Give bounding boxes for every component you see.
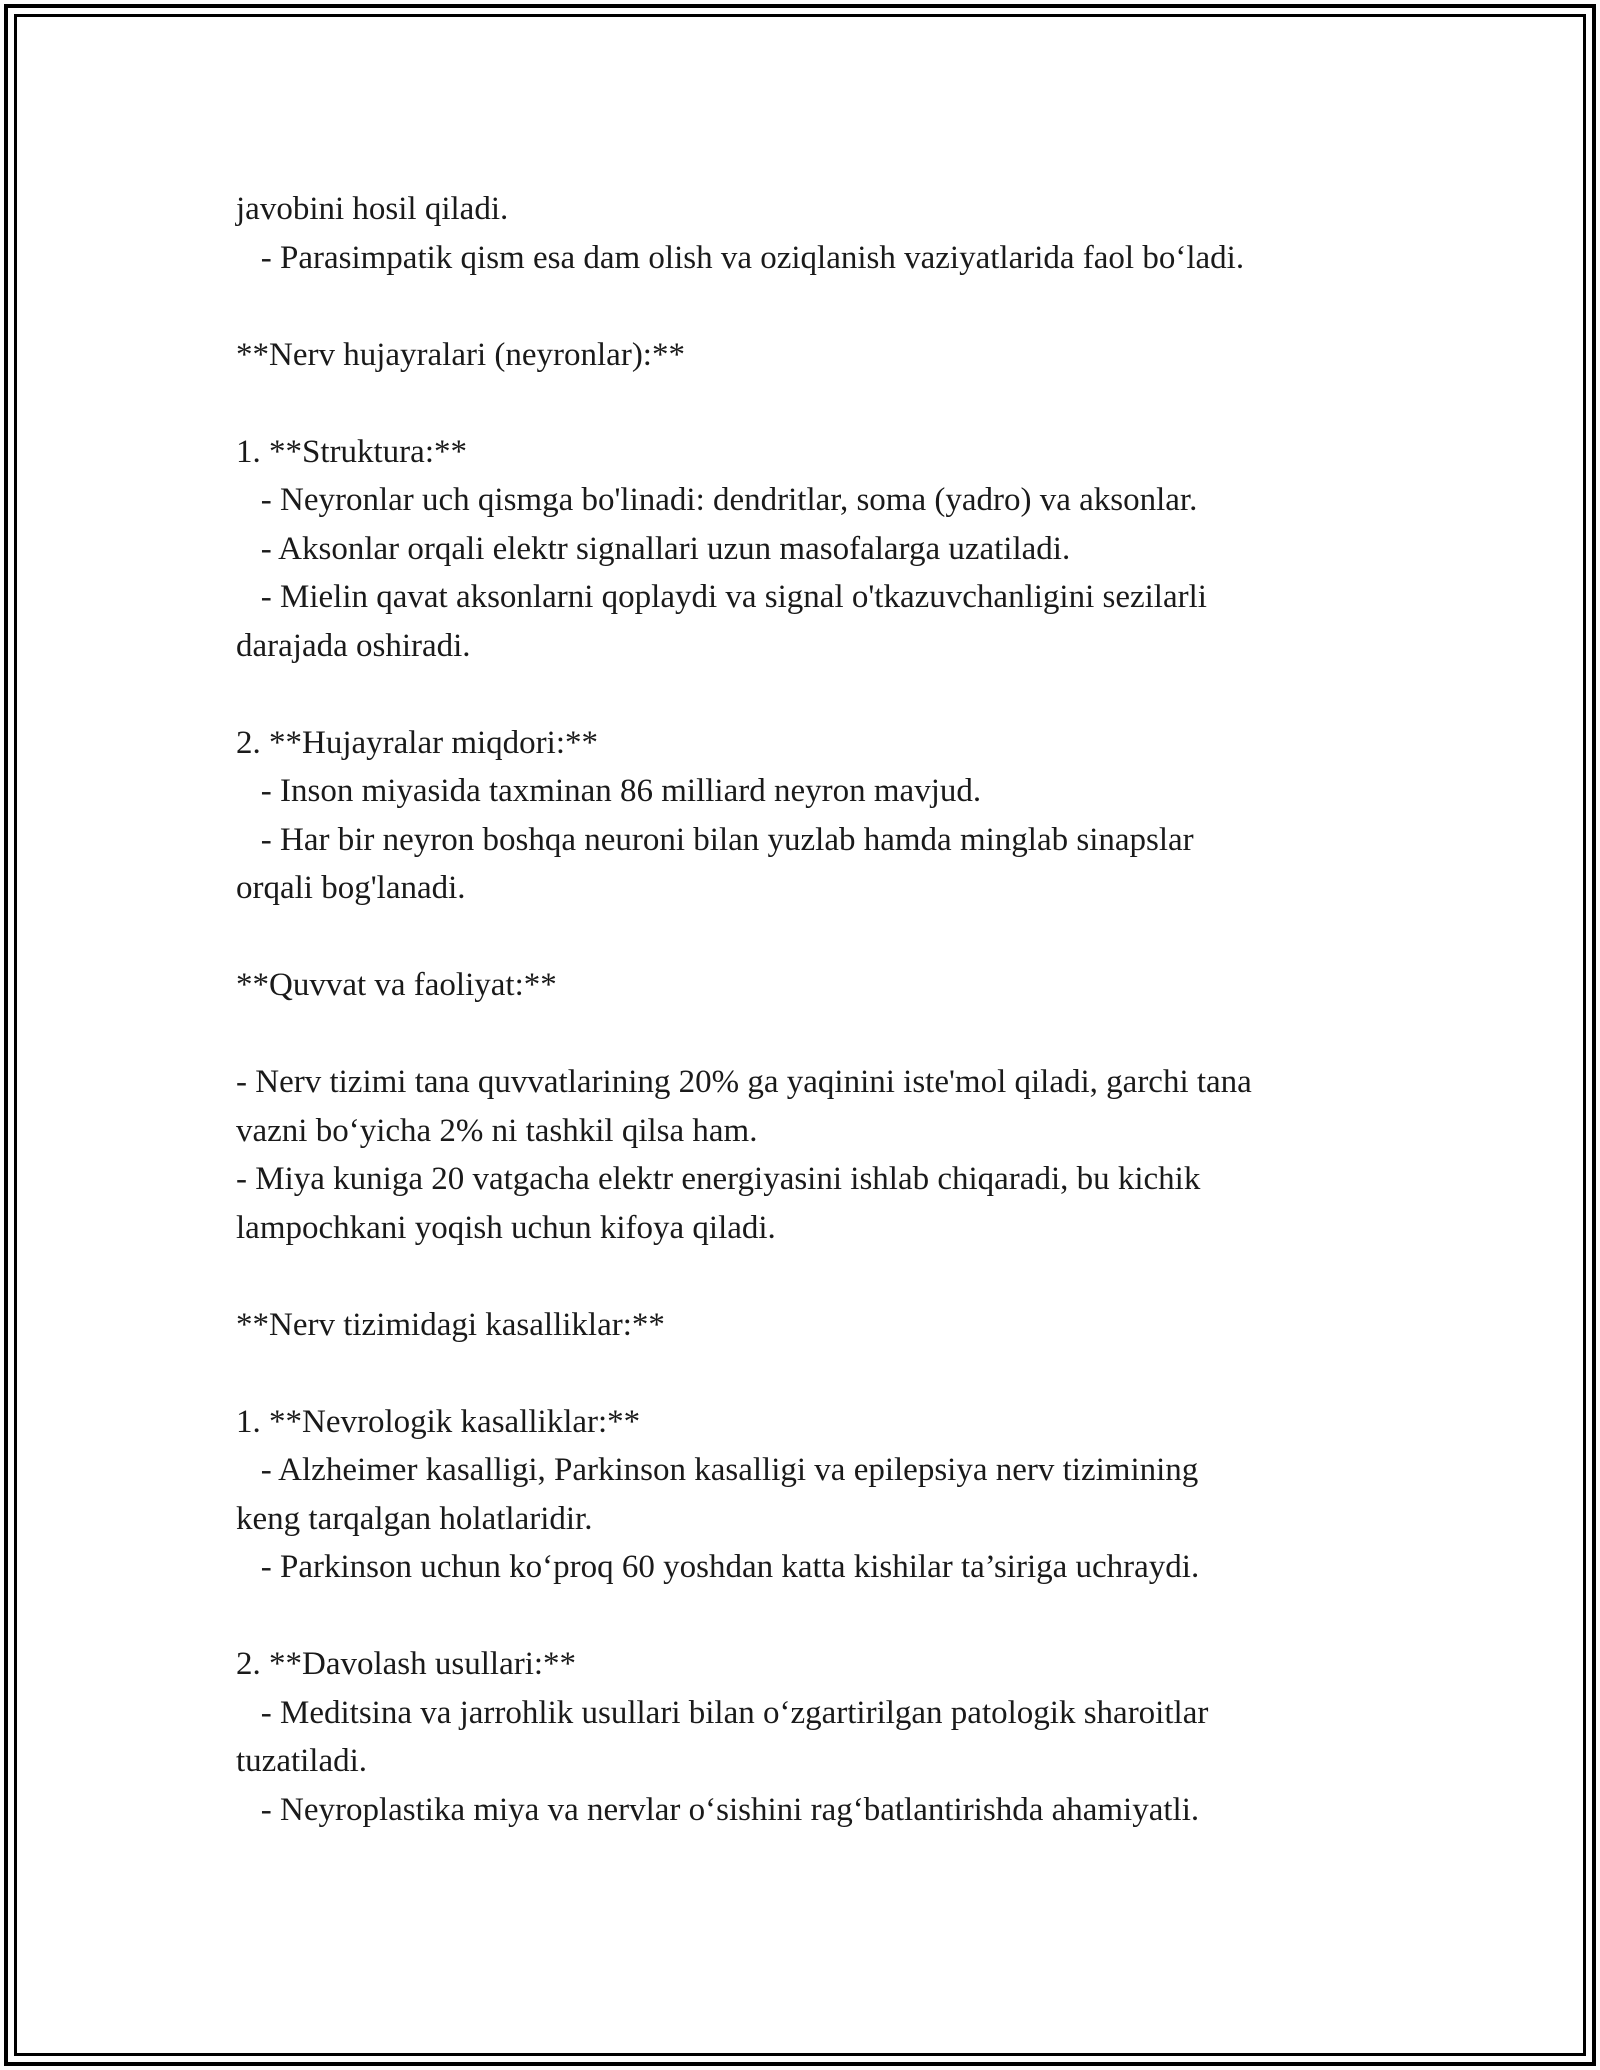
- text-line: keng tarqalgan holatlaridir.: [236, 1500, 593, 1537]
- blank-line: [236, 282, 1436, 331]
- blank-line: [236, 1349, 1436, 1398]
- text-line: **Nerv hujayralari (neyronlar):**: [236, 336, 685, 373]
- blank-line: [236, 1010, 1436, 1059]
- text-line: vazni bo‘yicha 2% ni tashkil qilsa ham.: [236, 1112, 758, 1149]
- text-line: - Alzheimer kasalligi, Parkinson kasalligi va epilepsiya nerv tizimining: [236, 1452, 1199, 1488]
- text-line: darajada oshiradi.: [236, 627, 471, 664]
- blank-line: [236, 1252, 1436, 1301]
- text-line: orqali bog'lanadi.: [236, 870, 466, 906]
- document-body: [236, 185, 1436, 1834]
- text-line: javobini hosil qiladi.: [236, 191, 509, 227]
- text-line: - Neyronlar uch qismga bo'linadi: dendritlar, soma (yadro) va aksonlar.: [236, 482, 1198, 518]
- text-line: tuzatiladi.: [236, 1743, 368, 1779]
- text-line: 2. **Hujayralar miqdori:**: [236, 724, 599, 761]
- text-line: - Neyroplastika miya va nervlar o‘sishini rag‘batlantirishda ahamiyatli.: [236, 1791, 1200, 1828]
- text-line: 1. **Struktura:**: [236, 433, 467, 470]
- text-line: lampochkani yoqish uchun kifoya qiladi.: [236, 1209, 776, 1246]
- text-line: - Parasimpatik qism esa dam olish va oziqlanish vaziyatlarida faol bo‘ladi.: [236, 239, 1245, 276]
- text-line: - Parkinson uchun ko‘proq 60 yoshdan katta kishilar ta’siriga uchraydi.: [236, 1549, 1200, 1585]
- blank-line: [236, 913, 1436, 962]
- blank-line: [236, 670, 1436, 719]
- text-line: **Quvvat va faoliyat:**: [236, 967, 557, 1003]
- text-line: **Nerv tizimidagi kasalliklar:**: [236, 1306, 665, 1343]
- text-line: - Inson miyasida taxminan 86 milliard neyron mavjud.: [236, 773, 982, 809]
- text-line: - Meditsina va jarrohlik usullari bilan o‘zgartirilgan patologik sharoitlar: [236, 1694, 1209, 1731]
- text-line: - Nerv tizimi tana quvvatlarining 20% ga yaqinini iste'mol qiladi, garchi tana: [236, 1064, 1252, 1100]
- text-line: 1. **Nevrologik kasalliklar:**: [236, 1403, 641, 1440]
- text-line: - Har bir neyron boshqa neuroni bilan yuzlab hamda minglab sinapslar: [236, 821, 1194, 858]
- text-line: 2. **Davolash usullari:**: [236, 1646, 577, 1682]
- blank-line: [236, 379, 1436, 428]
- text-line: - Miya kuniga 20 vatgacha elektr energiyasini ishlab chiqaradi, bu kichik: [236, 1161, 1201, 1197]
- blank-line: [236, 1592, 1436, 1641]
- text-line: - Aksonlar orqali elektr signallari uzun masofalarga uzatiladi.: [236, 530, 1071, 567]
- text-line: - Mielin qavat aksonlarni qoplaydi va signal o'tkazuvchanligini sezilarli: [236, 579, 1207, 615]
